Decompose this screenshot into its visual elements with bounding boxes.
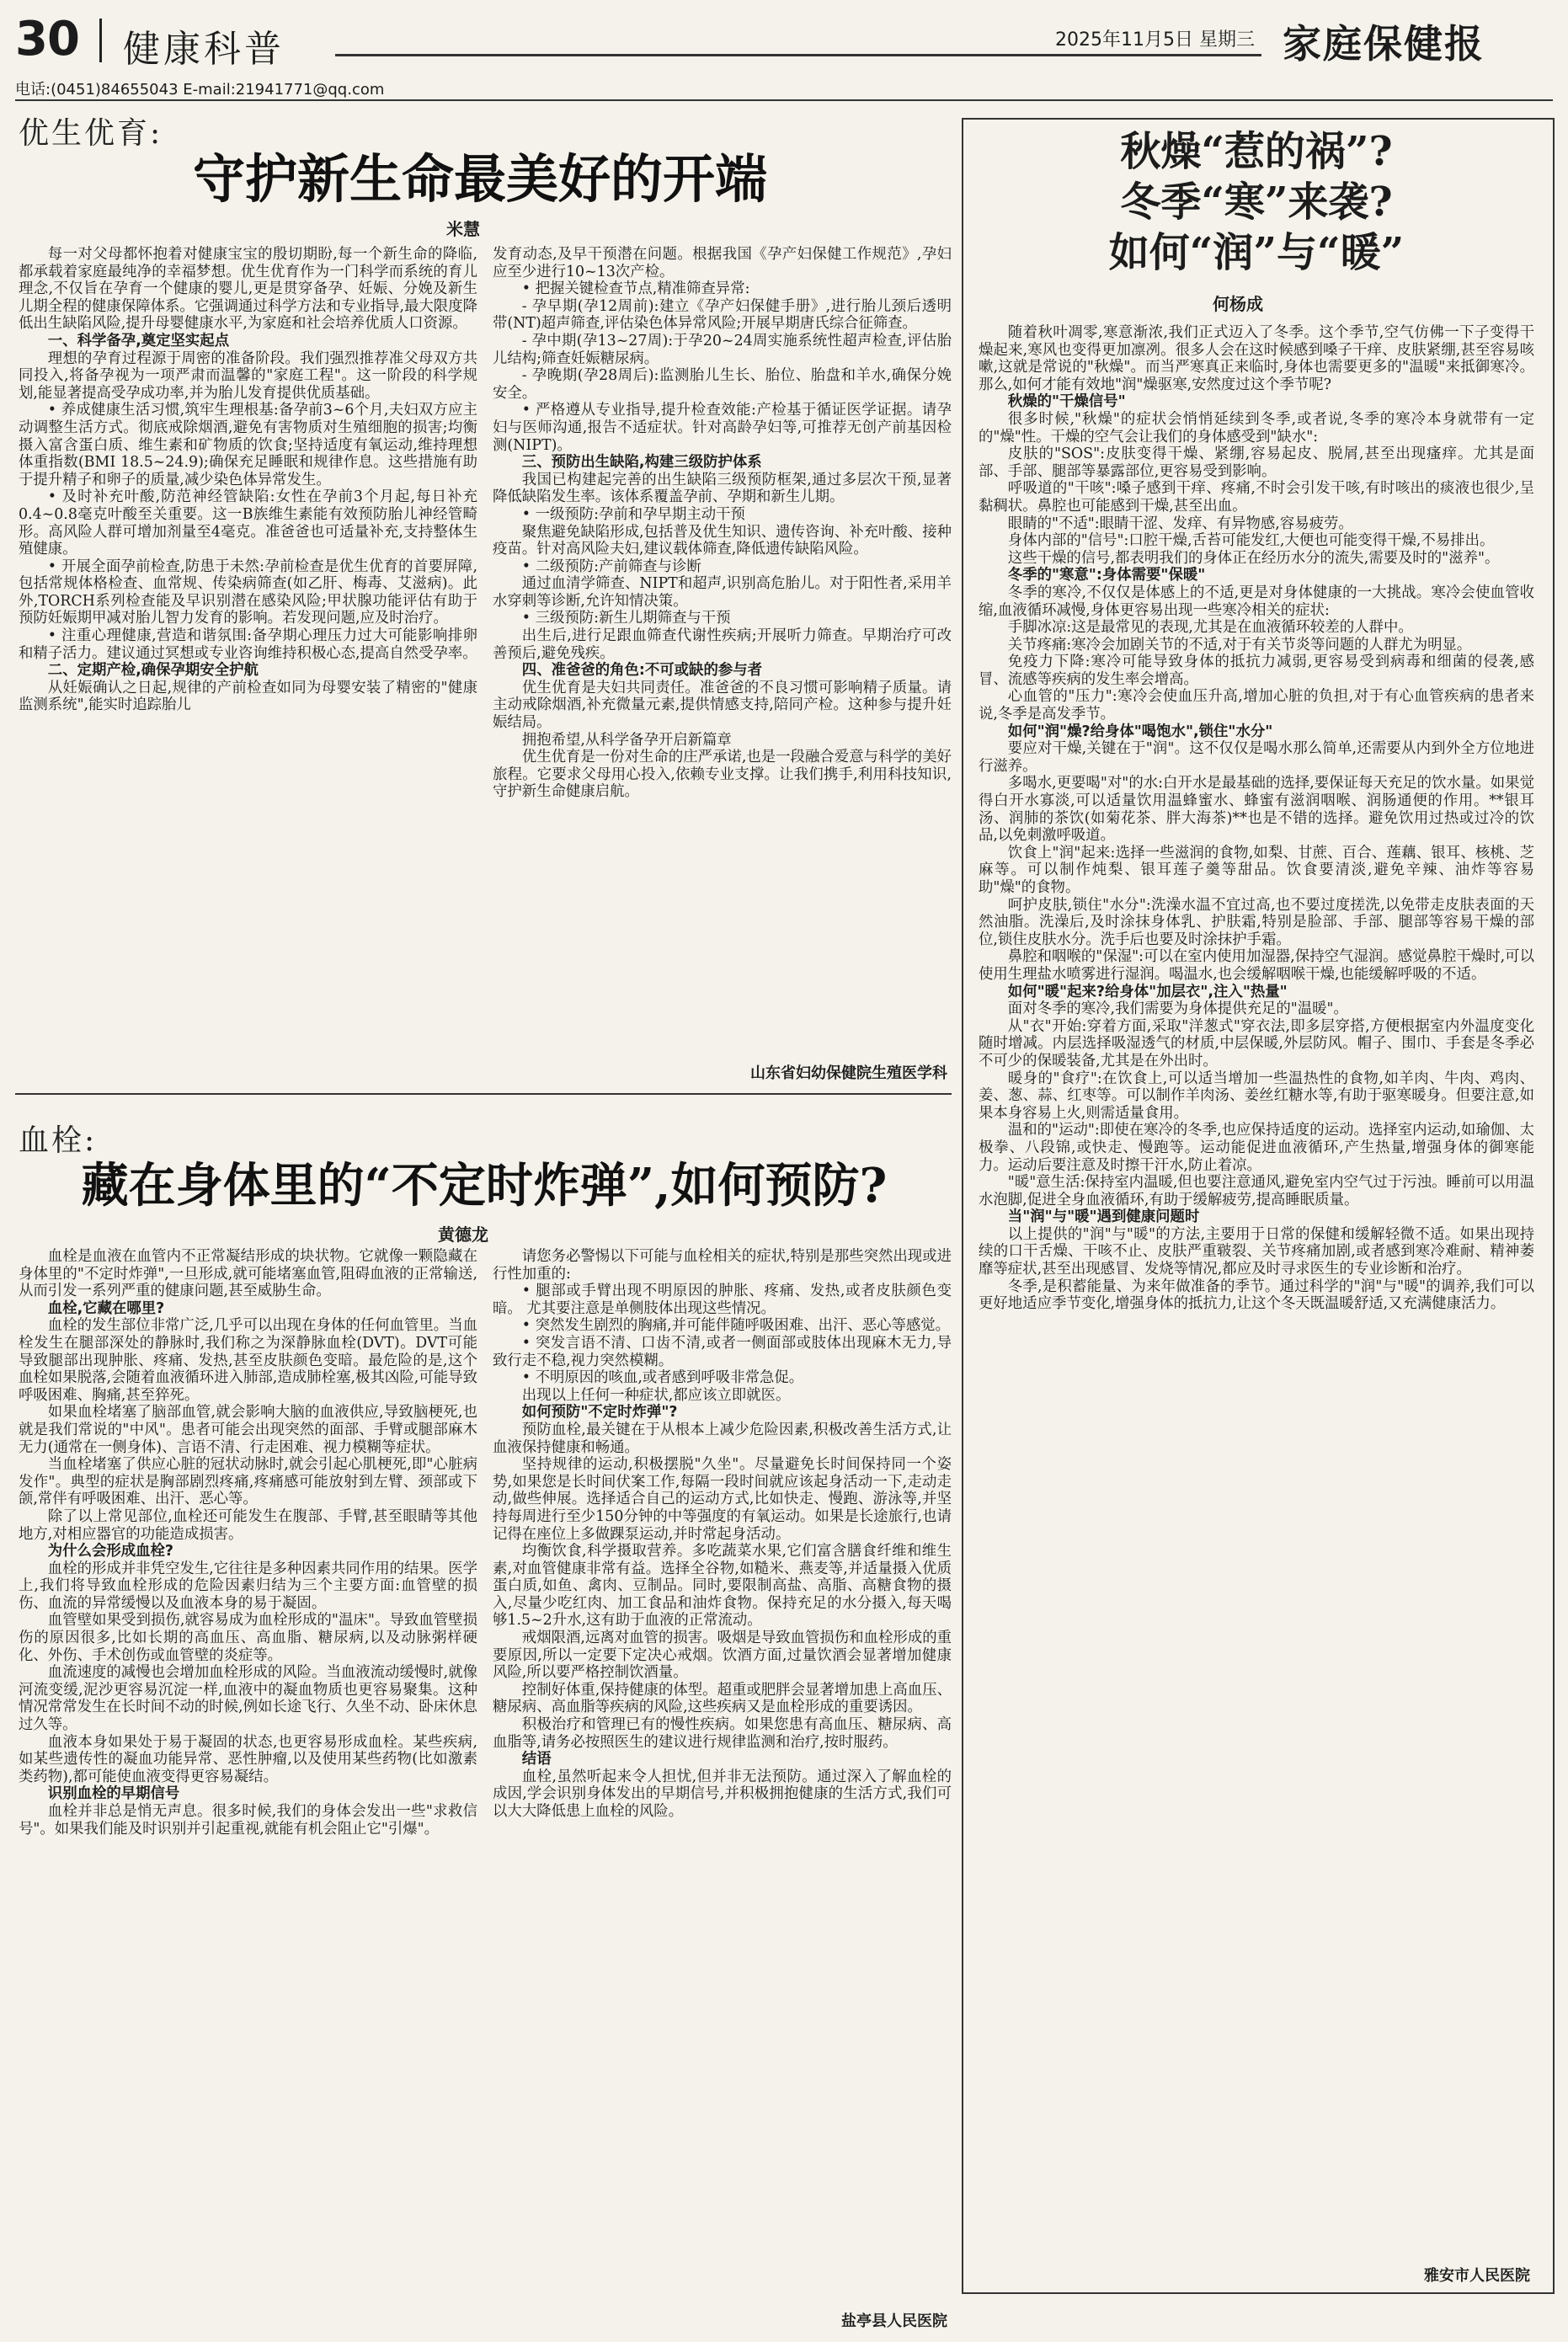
paragraph: - 孕中期(孕13~27周):于孕20~24周实施系统性超声检查,评估胎儿结构;筛查妊娠糖尿病。: [493, 332, 952, 367]
paragraph: 眼睛的"不适":眼睛干涩、发痒、有异物感,容易疲劳。: [1007, 515, 1353, 532]
paragraph: 关节疼痛:寒冷会加剧关节的不适,对于有关节炎等问题的人群尤为明显。: [1007, 636, 1472, 654]
paragraph: 温和的"运动":即使在寒冷的冬季,也应保持适度的运动。选择室内运动,如瑜伽、太极拳、八段锦,或快走、慢跑等。运动能促进血液循环,产生热量,增强身体的御寒能力。运动后要注意及时擦干汗水,防止着凉。: [979, 1122, 1534, 1174]
paragraph: 这些干燥的信号,都表明我们的身体正在经历水分的流失,需要及时的"滋养"。: [1007, 549, 1500, 567]
section-heading: 秋燥的"干燥信号": [1007, 393, 1126, 411]
header-rule: [15, 99, 1553, 101]
paragraph: 手脚冰凉:这是最常见的表现,尤其是在血液循环较差的人群中。: [1007, 619, 1413, 637]
article3-source: 雅安市人民医院: [1424, 2267, 1530, 2285]
section-heading: 三、预防出生缺陷,构建三级防护体系: [521, 454, 762, 472]
paragraph: • 突发言语不清、口齿不清,或者一侧面部或肢体出现麻木无力,导致行走不稳,视力突然模糊。: [493, 1334, 952, 1369]
paragraph: 理想的孕育过程源于周密的准备阶段。我们强烈推荐准父母双方共同投入,将备孕视为一项严肃而温馨的"家庭工程"。这一阶段的科学规划,能显著提高受孕成功率,并为胎儿发育提供优质基础。: [19, 349, 477, 402]
paragraph: 很多时候,"秋燥"的症状会悄悄延续到冬季,或者说,冬季的寒冷本身就带有一定的"燥"性。干燥的空气会让我们的身体感受到"缺水":: [979, 410, 1534, 445]
paragraph: • 注重心理健康,营造和谐氛围:备孕期心理压力过大可能影响排卵和精子活力。建议通过冥想或专业咨询维持积极心态,提高自然受孕率。: [19, 627, 477, 662]
paragraph: • 二级预防:产前筛查与诊断: [521, 557, 701, 575]
article1-author: 米慧: [446, 219, 480, 239]
paragraph: 饮食上"润"起来:选择一些滋润的食物,如梨、甘蔗、百合、莲藕、银耳、核桃、芝麻等。可以制作炖梨、银耳莲子羹等甜品。饮食要清淡,避免辛辣、油炸等容易助"燥"的食物。: [979, 844, 1534, 896]
paragraph: • 一级预防:孕前和孕早期主动干预: [521, 505, 745, 523]
paragraph: 控制好体重,保持健康的体型。超重或肥胖会显著增加患上高血压、糖尿病、高血脂等疾病的风险,这些疾病又是血栓形成的重要诱因。: [493, 1681, 952, 1716]
paragraph: - 孕早期(孕12周前):建立《孕产妇保健手册》,进行胎儿颈后透明带(NT)超声筛查,评估染色体异常风险;开展早期唐氏综合征筛查。: [493, 297, 952, 333]
masthead: [15, 12, 1553, 71]
paragraph: 优生优育是夫妇共同责任。准爸爸的不良习惯可影响精子质量。请主动戒除烟酒,补充微量元素,提供情感支持,陪同产检。这种参与提升妊娠结局。: [493, 679, 952, 732]
article-divider: [15, 1093, 952, 1095]
paragraph: 拥抱希望,从科学备孕开启新篇章: [521, 731, 732, 749]
paragraph: 血栓并非总是悄无声息。很多时候,我们的身体会发出一些"求救信号"。如果我们能及时识别并引起重视,就能有机会阻止它"引爆"。: [19, 1803, 477, 1838]
paragraph: • 养成健康生活习惯,筑牢生理根基:备孕前3~6个月,夫妇双方应主动调整生活方式。彻底戒除烟酒,避免有害物质对生殖细胞的损害;均衡摄入富含蛋白质、维生素和矿物质的饮食;坚持适度有氧运动,维持理想体重指数(BMI 18.5~24.9);确保充足睡眠和规律作息。这些措施有助于提升精子和卵子的质量,减少染色体异常发生。: [19, 402, 477, 488]
paper-name: 家庭保健报: [1283, 21, 1485, 67]
paragraph: 心血管的"压力":寒冷会使血压升高,增加心脏的负担,对于有心血管疾病的患者来说,冬季是高发季节。: [979, 688, 1534, 723]
article2-column-2: [493, 1248, 952, 2305]
paragraph: 从妊娠确认之日起,规律的产前检查如同为母婴安装了精密的"健康监测系统",能实时追踪胎儿: [19, 679, 477, 714]
paragraph: "暖"意生活:保持室内温暖,但也要注意通风,避免室内空气过于污浊。睡前可以用温水泡脚,促进全身血液循环,有助于缓解疲劳,提高睡眠质量。: [979, 1174, 1534, 1208]
article2-source: 盐亭县人民医院: [841, 2313, 947, 2330]
paragraph: 当血栓堵塞了供应心脏的冠状动脉时,就会引起心肌梗死,即"心脏病发作"。典型的症状是胸部剧烈疼痛,疼痛感可能放射到左臂、颈部或下颌,常伴有呼吸困难、出汗、恶心等。: [19, 1456, 477, 1508]
paragraph: 预防血栓,最关键在于从根本上减少危险因素,积极改善生活方式,让血液保持健康和畅通。: [493, 1421, 952, 1456]
paragraph: 积极治疗和管理已有的慢性疾病。如果您患有高血压、糖尿病、高血脂等,请务必按照医生的建议进行规律监测和治疗,按时服药。: [493, 1716, 952, 1751]
article3-column: [979, 324, 1534, 2257]
paragraph: 血管壁如果受到损伤,就容易成为血栓形成的"温床"。导致血管壁损伤的原因很多,比如长期的高血压、高血脂、糖尿病,以及动脉粥样硬化、外伤、手术创伤或血管壁的炎症等。: [19, 1612, 477, 1664]
article2-kicker: 血栓:: [19, 1123, 98, 1158]
article2-author: 黄德龙: [438, 1224, 488, 1245]
masthead-divider: [99, 19, 102, 62]
article2-title: 藏在身体里的“不定时炸弹”,如何预防?: [81, 1158, 888, 1214]
paragraph: 皮肤的"SOS":皮肤变得干燥、紧绷,容易起皮、脱屑,甚至出现瘙痒。尤其是面部、手部、腿部等暴露部位,更容易受到影响。: [979, 445, 1534, 480]
contact-info: 电话:(0451)84655043 E-mail:21941771@qq.com: [15, 81, 385, 99]
paragraph: 从"衣"开始:穿着方面,采取"洋葱式"穿衣法,即多层穿搭,方便根据室内外温度变化随时增减。内层选择吸湿透气的材质,中层保暖,外层防风。帽子、围巾、手套是冬季必不可少的保暖装备,尤其是在外出时。: [979, 1017, 1534, 1070]
paragraph: 通过血清学筛查、NIPT和超声,识别高危胎儿。对于阳性者,采用羊水穿刺等诊断,允许知情决策。: [493, 575, 952, 610]
section-heading: 如何预防"不定时炸弹"?: [521, 1404, 678, 1422]
paragraph: 每一对父母都怀抱着对健康宝宝的殷切期盼,每一个新生命的降临,都承载着家庭最纯净的幸福梦想。优生优育作为一门科学而系统的育儿理念,不仅旨在孕育一个健康的婴儿,更是贯穿备孕、妊娠、分娩及新生儿期全程的健康保障体系。它强调通过科学方法和专业指导,最大限度降低出生缺陷风险,提升母婴健康水平,为家庭和社会培养优质人口资源。: [19, 246, 477, 333]
article1-column-2: [493, 246, 952, 1054]
article3-title-line-3: 如何“润”与“暖”: [1108, 229, 1405, 276]
section-heading: 冬季的"寒意":身体需要"保暖": [1007, 567, 1206, 584]
paragraph: 血栓,虽然听起来令人担忧,但并非无法预防。通过深入了解血栓的成因,学会识别身体发出的早期信号,并积极拥抱健康的生活方式,我们可以大大降低患上血栓的风险。: [493, 1768, 952, 1820]
paragraph: • 突然发生剧烈的胸痛,并可能伴随呼吸困难、出汗、恶心等感觉。: [521, 1317, 951, 1335]
section-heading: 二、定期产检,确保孕期安全护航: [47, 662, 259, 680]
paragraph: 血流速度的减慢也会增加血栓形成的风险。当血液流动缓慢时,就像河流变缓,泥沙更容易沉淀一样,血液中的凝血物质也更容易聚集。这种情况常常发生在长时间不动的时候,例如长途飞行、久坐不动、卧床休息过久等。: [19, 1664, 477, 1734]
paragraph: - 孕晚期(孕28周后):监测胎儿生长、胎位、胎盘和羊水,确保分娩安全。: [493, 367, 952, 402]
section-heading: 识别血栓的早期信号: [47, 1785, 180, 1803]
paragraph: • 腿部或手臂出现不明原因的肿胀、疼痛、发热,或者皮肤颜色变暗。 尤其要注意是单侧肢体出现这些情况。: [493, 1283, 952, 1317]
article1-kicker: 优生优育:: [19, 116, 163, 151]
article3-author: 何杨成: [1213, 294, 1263, 314]
article1-source: 山东省妇幼保健院生殖医学科: [750, 1064, 947, 1082]
paragraph: 请您务必警惕以下可能与血栓相关的症状,特别是那些突然出现或进行性加重的:: [493, 1248, 952, 1283]
column-name: 健康科普: [123, 28, 285, 71]
paragraph: 均衡饮食,科学摄取营养。多吃蔬菜水果,它们富含膳食纤维和维生素,对血管健康非常有益。选择全谷物,如糙米、燕麦等,并适量摄入优质蛋白质,如鱼、禽肉、豆制品。同时,要限制高盐、高脂、高糖食物的摄入,尽量少吃红肉、加工食品和油炸食物。保持充足的水分摄入,每天喝够1.5~2升水,这有助于血液的正常流动。: [493, 1543, 952, 1630]
paragraph: 以上提供的"润"与"暖"的方法,主要用于日常的保健和缓解轻微不适。如果出现持续的口干舌燥、干咳不止、皮肤严重皲裂、关节疼痛加剧,或者感到寒冷难耐、精神萎靡等症状,甚至出现感冒、发烧等情况,都应及时寻求医生的专业诊断和治疗。: [979, 1225, 1534, 1278]
paragraph: 面对冬季的寒冷,我们需要为身体提供充足的"温暖"。: [1007, 1000, 1348, 1018]
paragraph: 如果血栓堵塞了脑部血管,就会影响大脑的血液供应,导致脑梗死,也就是我们常说的"中风"。患者可能会出现突然的面部、手臂或腿部麻木无力(通常在一侧身体)、言语不清、行走困难、视力模糊等症状。: [19, 1404, 477, 1456]
section-heading: 当"润"与"暖"遇到健康问题时: [1007, 1208, 1200, 1226]
paragraph: 呵护皮肤,锁住"水分":洗澡水温不宜过高,也不要过度搓洗,以免带走皮肤表面的天然油脂。洗澡后,及时涂抹身体乳、护肤霜,特别是脸部、手部、腿部等容易干燥的部位,锁住皮肤水分。洗手后也要及时涂抹护手霜。: [979, 896, 1534, 948]
paragraph: • 三级预防:新生儿期筛查与干预: [521, 610, 731, 627]
article1-column-1: [19, 246, 477, 1080]
paragraph: 随着秋叶凋零,寒意渐浓,我们正式迈入了冬季。这个季节,空气仿佛一下子变得干燥起来,寒风也变得更加凛冽。很多人会在这时候感到嗓子干痒、皮肤紧绷,甚至容易咳嗽,这就是常说的"秋燥"。而当严寒真正来临时,身体也需要更多的"温暖"来抵御寒冷。那么,如何才能有效地"润"燥驱寒,安然度过这个季节呢?: [979, 324, 1534, 393]
paragraph: 聚焦避免缺陷形成,包括普及优生知识、遗传咨询、补充叶酸、接种疫苗。针对高风险夫妇,建议载体筛查,降低遗传缺陷风险。: [493, 523, 952, 558]
article2-column-1: [19, 1248, 477, 2330]
paragraph: 优生优育是一份对生命的庄严承诺,也是一段融合爱意与科学的美好旅程。它要求父母用心投入,依赖专业支撑。让我们携手,利用科技知识,守护新生命健康启航。: [493, 749, 952, 801]
paragraph: 除了以上常见部位,血栓还可能发生在腹部、手臂,甚至眼睛等其他地方,对相应器官的功能造成损害。: [19, 1507, 477, 1543]
paragraph: 坚持规律的运动,积极摆脱"久坐"。尽量避免长时间保持同一个姿势,如果您是长时间伏案工作,每隔一段时间就应该起身活动一下,走动走动,做些伸展。选择适合自己的运动方式,比如快走、慢跑、游泳等,并坚持每周进行至少150分钟的中等强度的有氧运动。如果是长途旅行,也请记得在座位上多做踝泵运动,并时常起身活动。: [493, 1456, 952, 1543]
paragraph: 暖身的"食疗":在饮食上,可以适当增加一些温热性的食物,如羊肉、牛肉、鸡肉、姜、葱、蒜、红枣等。可以制作羊肉汤、姜丝红糖水等,有助于驱寒暖身。但要注意,如果本身容易上火,则需适量食用。: [979, 1070, 1534, 1122]
issue-date: 2025年11月5日 星期三: [1055, 29, 1255, 51]
section-heading: 如何"润"燥?给身体"喝饱水",锁住"水分": [1007, 723, 1273, 740]
paragraph: 免疫力下降:寒冷可能导致身体的抵抗力减弱,更容易受到病毒和细菌的侵袭,感冒、流感等疾病的发生率会增高。: [979, 654, 1534, 688]
paragraph: 身体内部的"信号":口腔干燥,舌苔可能发红,大便也可能变得干燥,不易排出。: [1007, 532, 1495, 550]
paragraph: • 开展全面孕前检查,防患于未然:孕前检查是优生优育的首要屏障,包括常规体格检查、血常规、传染病筛查(如乙肝、梅毒、艾滋病)。此外,TORCH系列检查能及早识别潜在感染风险;甲状腺功能评估有助于预防妊娠期甲减对胎儿智力发育的影响。若发现问题,应及时治疗。: [19, 557, 477, 627]
paragraph: • 严格遵从专业指导,提升检查效能:产检基于循证医学证据。请孕妇与医师沟通,报告不适症状。针对高龄孕妇等,可推荐无创产前基因检测(NIPT)。: [493, 402, 952, 454]
paragraph: 冬季,是积蓄能量、为来年做准备的季节。通过科学的"润"与"暖"的调养,我们可以更好地适应季节变化,增强身体的抵抗力,让这个冬天既温暖舒适,又充满健康活力。: [979, 1278, 1534, 1313]
section-heading: 为什么会形成血栓?: [47, 1543, 174, 1560]
paragraph: 鼻腔和咽喉的"保湿":可以在室内使用加湿器,保持空气湿润。感觉鼻腔干燥时,可以使用生理盐水喷雾进行湿润。喝温水,也会缓解咽喉干燥,也能缓解呼吸的不适。: [979, 948, 1534, 983]
section-heading: 结语: [521, 1751, 552, 1769]
paragraph: 出生后,进行足跟血筛查代谢性疾病;开展听力筛查。早期治疗可改善预后,避免残疾。: [493, 627, 952, 662]
paragraph: 戒烟限酒,远离对血管的损害。吸烟是导致血管损伤和血栓形成的重要原因,所以一定要下定决心戒烟。饮酒方面,过量饮酒会显著增加健康风险,所以要严格控制饮酒量。: [493, 1630, 952, 1682]
masthead-rule: [335, 54, 1261, 56]
paragraph: 血栓的发生部位非常广泛,几乎可以出现在身体的任何血管里。当血栓发生在腿部深处的静脉时,我们称之为深静脉血栓(DVT)。DVT可能导致腿部出现肿胀、疼痛、发热,甚至皮肤颜色变暗。最危险的是,这个血栓如果脱落,会随着血液循环进入肺部,造成肺栓塞,极其凶险,可能导致呼吸困难、胸痛,甚至猝死。: [19, 1317, 477, 1404]
article1-title: 守护新生命最美好的开端: [192, 148, 767, 210]
article3-title-line-1: 秋燥“惹的祸”?: [1120, 128, 1393, 175]
paragraph: 血液本身如果处于易于凝固的状态,也更容易形成血栓。某些疾病,如某些遗传性的凝血功能异常、恶性肿瘤,以及使用某些药物(比如激素类药物),都可能使血液变得更容易凝结。: [19, 1733, 477, 1785]
section-heading: 如何"暖"起来?给身体"加层衣",注入"热量": [1007, 983, 1288, 1000]
paragraph: 我国已构建起完善的出生缺陷三级预防框架,通过多层次干预,显著降低缺陷发生率。该体系覆盖孕前、孕期和新生儿期。: [493, 471, 952, 506]
paragraph: • 及时补充叶酸,防范神经管缺陷:女性在孕前3个月起,每日补充0.4~0.8毫克叶酸至关重要。这一B族维生素能有效预防胎儿神经管畸形。高风险人群可增加剂量至4毫克。准爸爸也可适量补充,支持整体生殖健康。: [19, 488, 477, 558]
paragraph: • 把握关键检查节点,精准筛查异常:: [521, 280, 750, 298]
paragraph: 血栓是血液在血管内不正常凝结形成的块状物。它就像一颗隐藏在身体里的"不定时炸弹",一旦形成,就可能堵塞血管,阻碍血液的正常输送,从而引发一系列严重的健康问题,甚至威胁生命。: [19, 1248, 477, 1300]
paragraph: 要应对干燥,关键在于"润"。这不仅仅是喝水那么简单,还需要从内到外全方位地进行滋养。: [979, 740, 1534, 775]
article3-title: [962, 126, 1551, 278]
paragraph: 发育动态,及早干预潜在问题。根据我国《孕产妇保健工作规范》,孕妇应至少进行10~13次产检。: [493, 246, 952, 280]
paragraph: 呼吸道的"干咳":嗓子感到干痒、疼痛,不时会引发干咳,有时咳出的痰液也很少,呈黏稠状。鼻腔也可能感到干燥,甚至出血。: [979, 480, 1534, 515]
section-heading: 四、准爸爸的角色:不可或缺的参与者: [521, 662, 763, 680]
paragraph: 冬季的寒冷,不仅仅是体感上的不适,更是对身体健康的一大挑战。寒冷会使血管收缩,血液循环减慢,身体更容易出现一些寒冷相关的症状:: [979, 584, 1534, 619]
article3-title-line-2: 冬季“寒”来袭?: [1120, 179, 1393, 226]
page-number: 30: [15, 12, 79, 67]
paragraph: 出现以上任何一种症状,都应该立即就医。: [521, 1386, 791, 1404]
paragraph: 血栓的形成并非凭空发生,它往往是多种因素共同作用的结果。医学上,我们将导致血栓形成的危险因素归结为三个主要方面:血管壁的损伤、血流的异常缓慢以及血液本身的易于凝固。: [19, 1560, 477, 1612]
paragraph: • 不明原因的咳血,或者感到呼吸非常急促。: [521, 1369, 804, 1387]
section-heading: 血栓,它藏在哪里?: [47, 1299, 165, 1317]
section-heading: 一、科学备孕,奠定坚实起点: [47, 332, 230, 349]
paragraph: 多喝水,更要喝"对"的水:白开水是最基础的选择,要保证每天充足的饮水量。如果觉得白开水寡淡,可以适量饮用温蜂蜜水、蜂蜜有滋润咽喉、润肠通便的作用。**银耳汤、润肺的茶饮(如菊花茶、胖大海茶)**也是不错的选择。避免饮用过热或过冷的饮品,以免刺激呼吸道。: [979, 775, 1534, 845]
